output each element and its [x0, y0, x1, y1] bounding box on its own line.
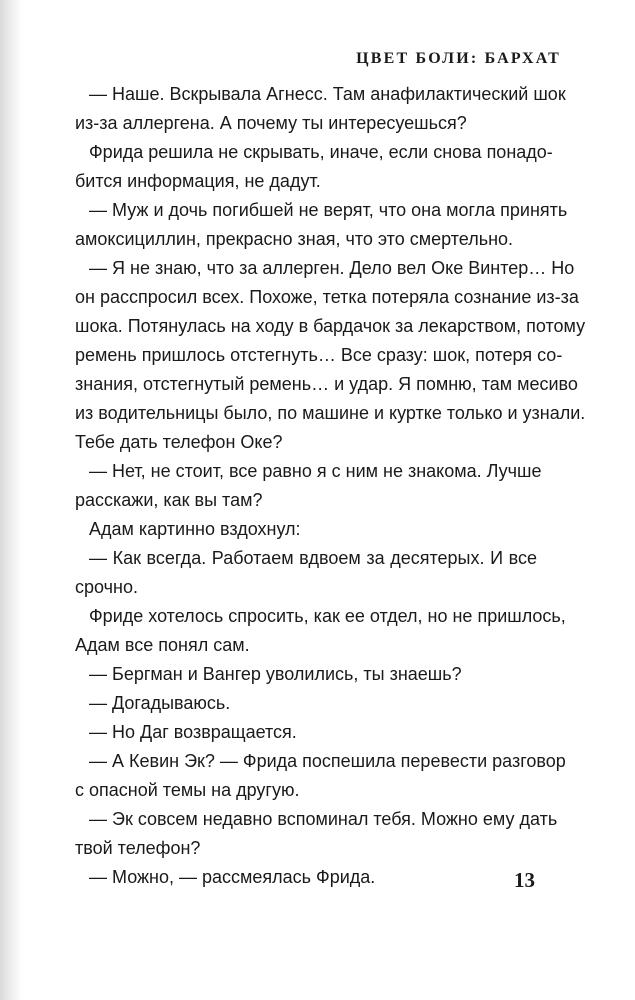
- text-line: из водительницы было, по машине и куртке только и узнали.: [75, 403, 586, 423]
- body-text: [75, 80, 586, 892]
- text-line: — Догадываюсь.: [89, 693, 231, 713]
- text-line: из-за аллергена. А почему ты интересуешься?: [75, 113, 467, 133]
- text-line: — Как всегда. Работаем вдвоем за десятерых. И все: [89, 548, 537, 568]
- text-line: с опасной темы на другую.: [75, 780, 300, 800]
- text-line: Фриде хотелось спросить, как ее отдел, но не пришлось,: [89, 606, 566, 626]
- text-line: Адам картинно вздохнул:: [89, 519, 301, 539]
- text-line: он расспросил всех. Похоже, тетка потеряла сознание из-за: [75, 287, 579, 307]
- running-head: ЦВЕТ БОЛИ: БАРХАТ: [356, 50, 561, 67]
- text-line: бится информация, не дадут.: [75, 171, 321, 191]
- page-edge-shadow: [0, 0, 22, 1000]
- text-line: ремень пришлось отстегнуть… Все сразу: шок, потеря со-: [75, 345, 563, 365]
- text-line: Адам все понял сам.: [75, 635, 250, 655]
- text-line: расскажи, как вы там?: [75, 490, 263, 510]
- text-line: шока. Потянулась на ходу в бардачок за лекарством, потому: [75, 316, 586, 336]
- text-line: — Эк совсем недавно вспоминал тебя. Можно ему дать: [89, 809, 558, 829]
- text-line: твой телефон?: [75, 838, 201, 858]
- text-line: — Но Даг возвращается.: [89, 722, 297, 742]
- text-line: знания, отстегнутый ремень… и удар. Я помню, там месиво: [75, 374, 578, 394]
- page-number: 13: [514, 868, 535, 892]
- text-line: амоксициллин, прекрасно зная, что это смертельно.: [75, 229, 514, 249]
- text-line: — Можно, — рассмеялась Фрида.: [89, 867, 376, 887]
- text-line: — А Кевин Эк? — Фрида поспешила перевести разговор: [89, 751, 566, 771]
- text-line: — Муж и дочь погибшей не верят, что она могла принять: [89, 200, 568, 220]
- text-line: — Я не знаю, что за аллерген. Дело вел Оке Винтер… Но: [89, 258, 575, 278]
- text-line: срочно.: [75, 577, 138, 597]
- text-line: Фрида решила не скрывать, иначе, если снова понадо-: [89, 142, 553, 162]
- text-line: — Нет, не стоит, все равно я с ним не знакома. Лучше: [89, 461, 542, 481]
- text-line: — Бергман и Вангер уволились, ты знаешь?: [89, 664, 462, 684]
- text-line: — Наше. Вскрывала Агнесс. Там анафилактический шок: [89, 84, 566, 104]
- text-line: Тебе дать телефон Оке?: [75, 432, 283, 452]
